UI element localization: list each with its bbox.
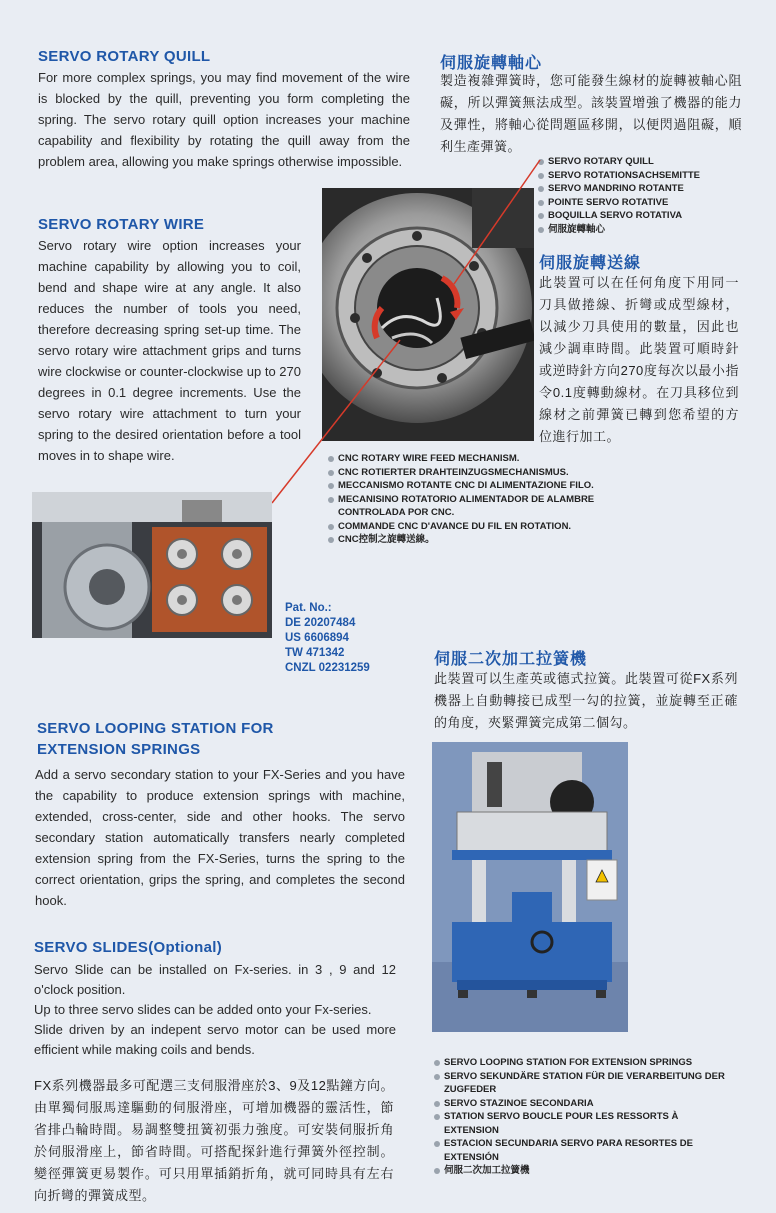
looping-body-en: Add a servo secondary station to your FX-Series and you have the capability to produce extension springs with machine, extended, cross-center, side and other hooks. The servo secondary station automatically transfers nearly completed extension spring from the FX-Series, turns the spring to the correct orientation, grips the spring, and completes the second hook. [35,767,405,908]
patent-number: TW 471342 [285,647,345,659]
caption-item: MECANISINO ROTATORIO ALIMENTADOR DE ALAMBRE CONTROLADA POR CNC. [328,493,628,520]
rotary-wire-title-zh: 伺服旋轉送線 [539,255,642,272]
rotary-wire-title-en: SERVO ROTARY WIRE [38,216,205,233]
caption-item: SERVO SEKUNDÄRE STATION FÜR DIE VERARBEITUNG DER ZUGFEDER [434,1070,734,1097]
caption-item: SERVO LOOPING STATION FOR EXTENSION SPRINGS [434,1056,734,1070]
looping-captions [434,1056,734,1178]
slides-body-en [34,960,396,1060]
patent-number: US 6606894 [285,632,349,644]
patent-number: DE 20207484 [285,617,356,629]
patent-label: Pat. No.: [285,602,332,614]
looping-machine-photo [432,742,628,1032]
caption-item: SERVO ROTATIONSACHSEMITTE [538,169,758,183]
looping-title-en-line2: EXTENSION SPRINGS [37,741,201,758]
caption-item: SERVO ROTARY QUILL [538,155,758,169]
caption-item: 伺服旋轉軸心 [538,223,758,237]
rotary-quill-title-zh: 伺服旋轉軸心 [440,55,543,72]
caption-item: ESTACION SECUNDARIA SERVO PARA RESORTES DE EXTENSIÓN [434,1137,734,1164]
caption-item: CNC ROTARY WIRE FEED MECHANISM. [328,452,628,466]
caption-item: MECCANISMO ROTANTE CNC DI ALIMENTAZIONE FILO. [328,479,628,493]
rotary-wire-body-zh: 此裝置可以在任何角度下用同一刀具做捲線、折彎或成型線材，以減少刀具使用的數量，因此也減少調車時間。此裝置可順時針或逆時針方向270度每次以最小指令0.1度轉動線材。在刀具移位到線材之前彈簧已轉到您希望的方位進行加工。 [539,275,739,444]
rotary-quill-body-zh: 製造複雜彈簧時，您可能發生線材的旋轉被軸心阻礙，所以彈簧無法成型。該裝置增強了機器的能力及彈性，將軸心從問題區移開，以便閃過阻礙，順利生產彈簧。 [440,73,742,154]
rotary-quill-body-en: For more complex springs, you may find movement of the wire is blocked by the quill, preventing you form completing the spring. The servo rotary quill option increases your machine capability and flexibility by rotating the quill away from the problem area, allowing you make springs otherwise impossible. [38,70,410,169]
patent-number: CNZL 02231259 [285,662,370,674]
caption-item: 伺服二次加工拉簧機 [434,1164,734,1178]
slides-paragraph: Up to three servo slides can be added onto your Fx-series. [34,1002,372,1017]
slides-paragraph: Slide driven by an indepent servo motor can be used more efficient while making coils and bends. [34,1022,396,1057]
caption-item: SERVO MANDRINO ROTANTE [538,182,758,196]
caption-item: BOQUILLA SERVO ROTATIVA [538,209,758,223]
slides-paragraph: Servo Slide can be installed on Fx-series. in 3 , 9 and 12 o'clock position. [34,962,396,997]
rotary-quill-title-en: SERVO ROTARY QUILL [38,48,211,65]
looping-title-en-line1: SERVO LOOPING STATION FOR [37,720,274,737]
caption-item: SERVO STAZINOE SECONDARIA [434,1097,734,1111]
caption-item: STATION SERVO BOUCLE POUR LES RESSORTS À EXTENSION [434,1110,734,1137]
caption-item: POINTE SERVO ROTATIVE [538,196,758,210]
looping-body-zh: 此裝置可以生產英或德式拉簧。此裝置可從FX系列機器上自動轉接已成型一勾的拉簧，並旋轉至正確的角度，夾緊彈簧完成第二個勾。 [434,671,738,730]
looping-title-zh: 伺服二次加工拉簧機 [434,651,588,668]
caption-item: CNC控制之旋轉送線。 [328,533,628,547]
caption-item: COMMANDE CNC D'AVANCE DU FIL EN ROTATION. [328,520,628,534]
rotary-wire-body-en: Servo rotary wire option increases your machine capability by allowing you to coil, bend and shape wire at any angle. It also reduces the number of tools you need, therefore decreasing spring set-up time. The servo rotary wire attachment grips and turns wire clockwise or counter-clockwise up to 270 degrees in 0.1 degree increments. Use the servo rotary wire attachment to turn your spring to the desired orientation before a tool moves in to shape wire. [38,238,301,463]
patent-block [285,601,370,676]
slides-body-zh: FX系列機器最多可配選三支伺服滑座於3、9及12點鐘方向。由單獨伺服馬達驅動的伺服滑座，可增加機器的靈活性，節省排凸輪時間。易調整雙扭簧初張力強度。可安裝伺服折角於伺服滑座上，節省時間。可搭配探針進行彈簧外徑控制。變徑彈簧更易製作。可只用單插銷折角，就可同時具有左右向折彎的彈簧成型。 [34,1078,394,1203]
tooling-photo [32,492,272,638]
caption-item: CNC ROTIERTER DRAHTEINZUGSMECHANISMUS. [328,466,628,480]
slides-title-en: SERVO SLIDES(Optional) [34,939,223,956]
